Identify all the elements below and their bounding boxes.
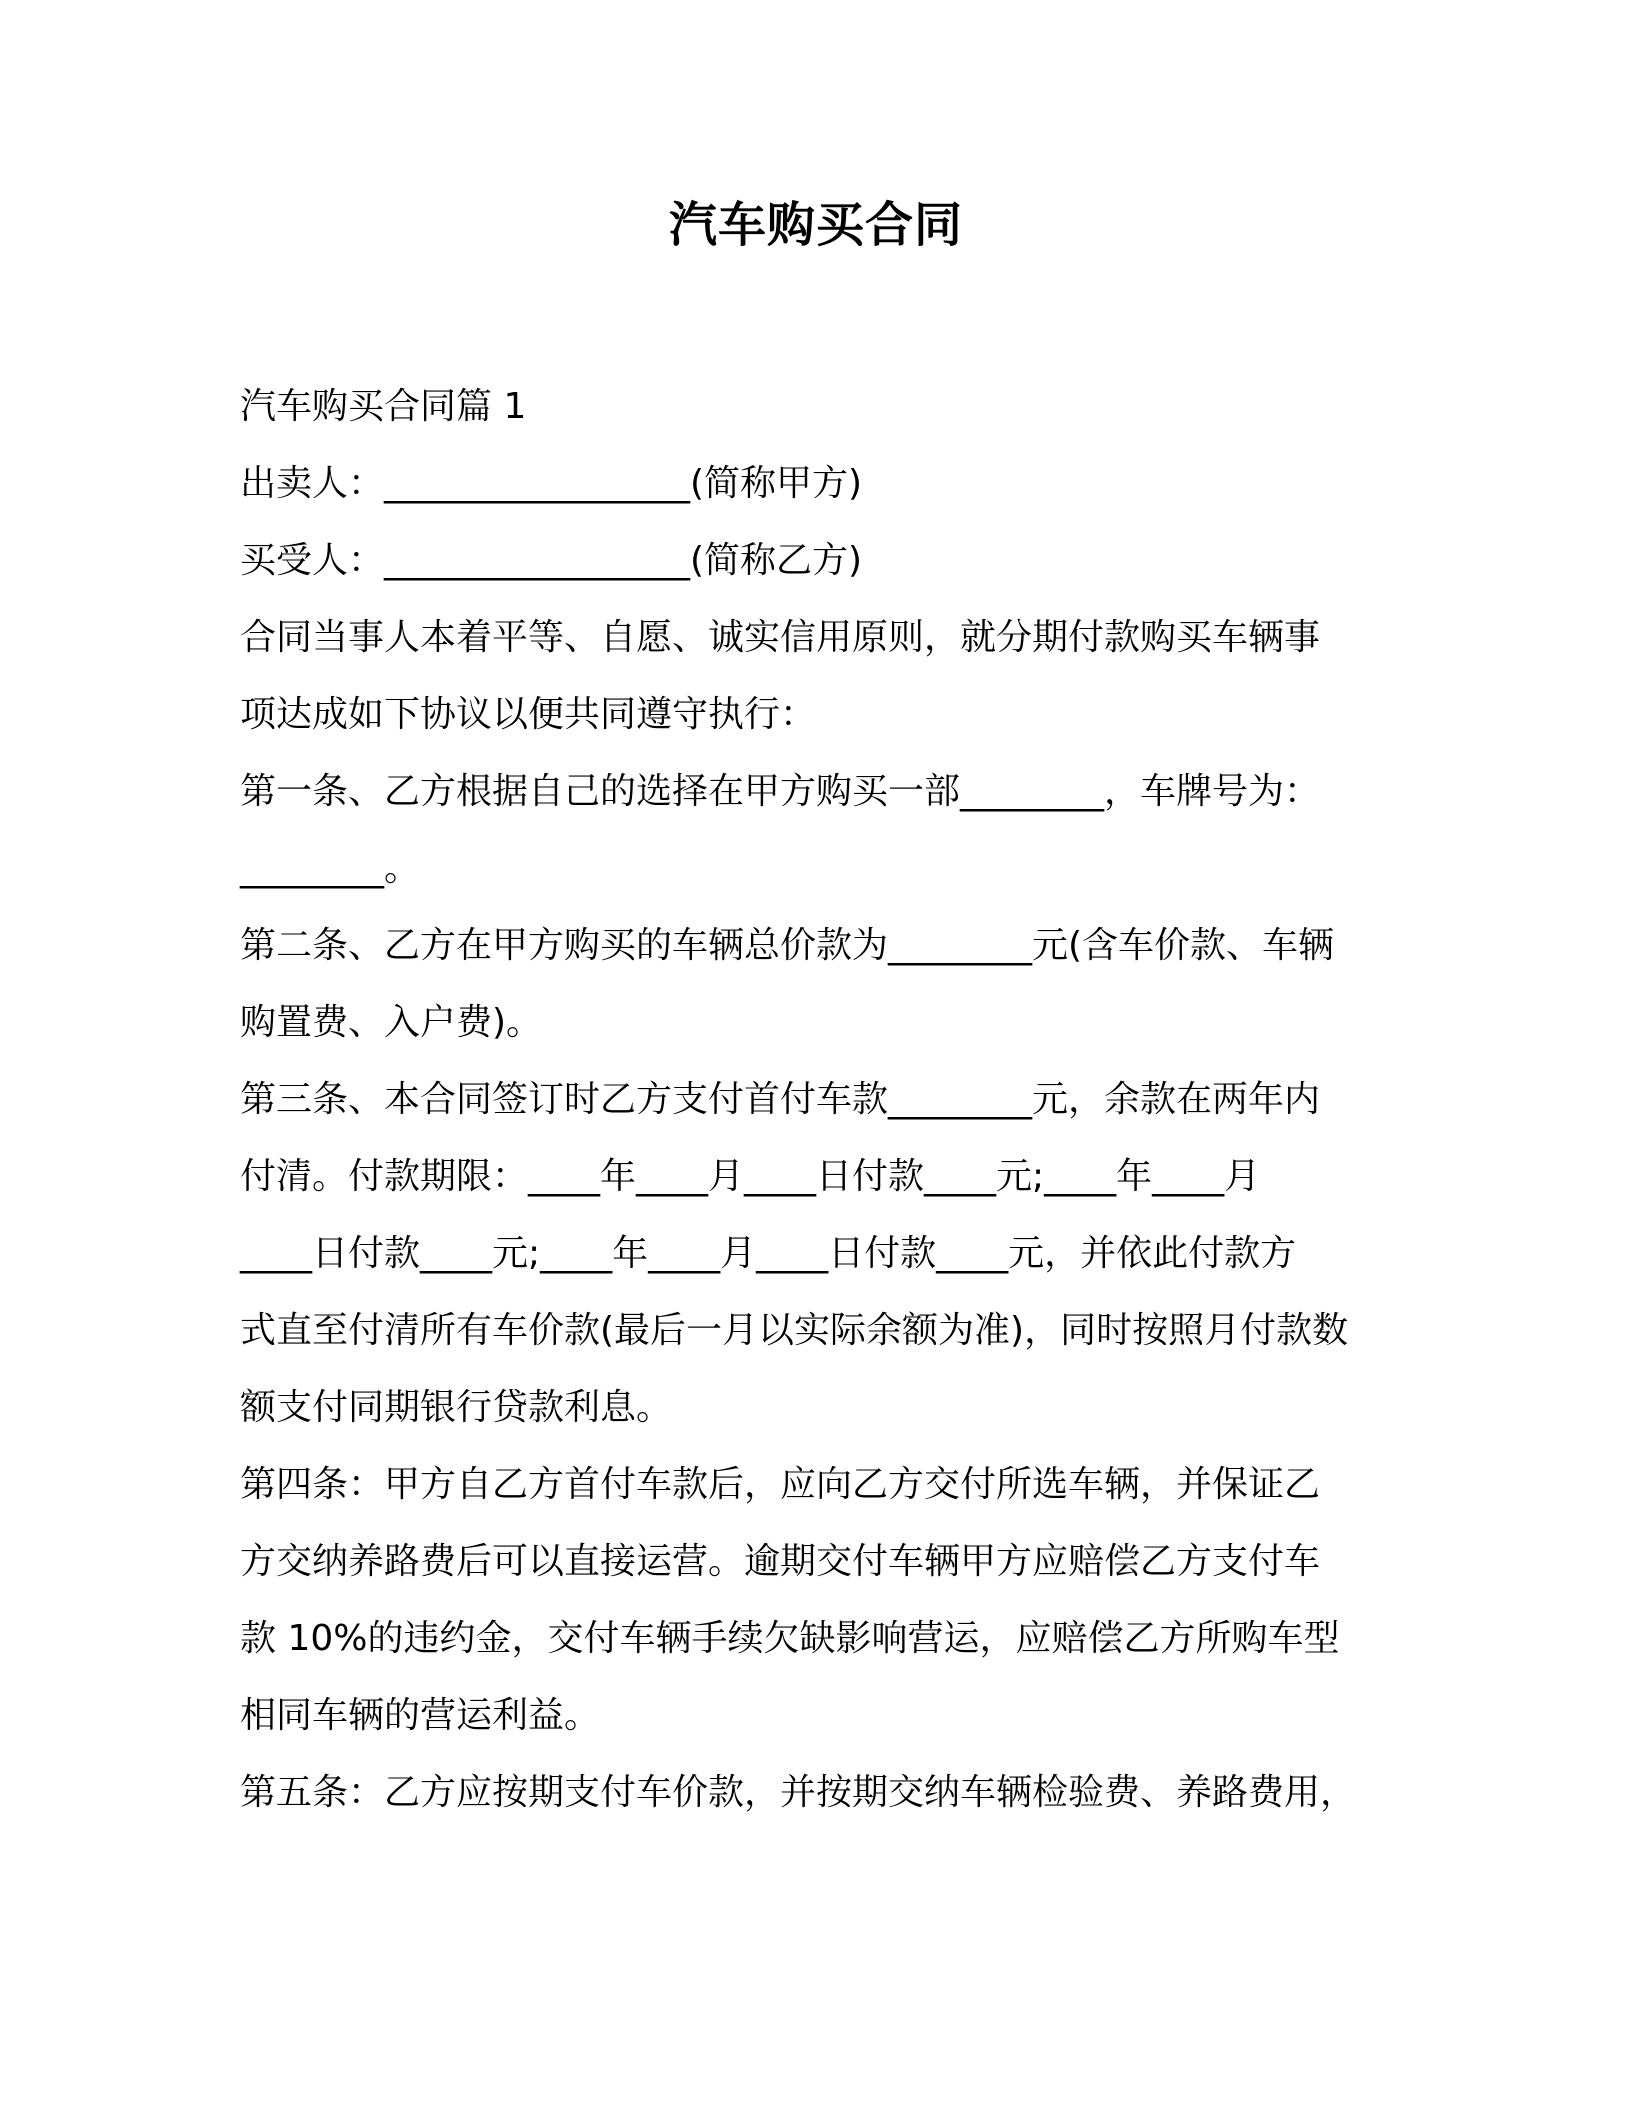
article-4-line: 方交纳养路费后可以直接运营。逾期交付车辆甲方应赔偿乙方支付车	[240, 1541, 1321, 1582]
article-1-line: 第一条、乙方根据自己的选择在甲方购买一部________，车牌号为：	[240, 771, 1321, 812]
article-4-line: 相同车辆的营运利益。	[240, 1695, 601, 1736]
article-5-line: 第五条：乙方应按期支付车价款，并按期交纳车辆检验费、养路费用，	[240, 1772, 1357, 1813]
article-4-line: 第四条：甲方自乙方首付车款后，应向乙方交付所选车辆，并保证乙	[240, 1464, 1321, 1505]
article-3-line: ____日付款____元;____年____月____日付款____元，并依此付款方	[240, 1233, 1297, 1274]
article-3-line: 第三条、本合同签订时乙方支付首付车款________元，余款在两年内	[240, 1079, 1321, 1120]
article-2-line: 购置费、入户费)。	[240, 1002, 543, 1043]
text-line: 项达成如下协议以便共同遵守执行：	[240, 694, 817, 735]
article-3-line: 额支付同期银行贷款利息。	[240, 1387, 673, 1428]
article-1-line: ________。	[240, 848, 421, 889]
text-line: 合同当事人本着平等、自愿、诚实信用原则，就分期付款购买车辆事	[240, 617, 1321, 658]
buyer-line: 买受人：_________________(简称乙方)	[240, 540, 863, 581]
document-title: 汽车购买合同	[668, 197, 963, 253]
seller-line: 出卖人：_________________(简称甲方)	[240, 463, 863, 504]
section-heading: 汽车购买合同篇 1	[240, 386, 527, 427]
article-3-line: 付清。付款期限：____年____月____日付款____元;____年____月	[240, 1156, 1261, 1197]
article-4-line: 款 10%的违约金，交付车辆手续欠缺影响营运，应赔偿乙方所购车型	[240, 1618, 1340, 1659]
article-2-line: 第二条、乙方在甲方购买的车辆总价款为________元(含车价款、车辆	[240, 925, 1335, 966]
article-3-line: 式直至付清所有车价款(最后一月以实际余额为准)，同时按照月付款数	[240, 1310, 1349, 1351]
document-body	[240, 368, 1390, 1831]
